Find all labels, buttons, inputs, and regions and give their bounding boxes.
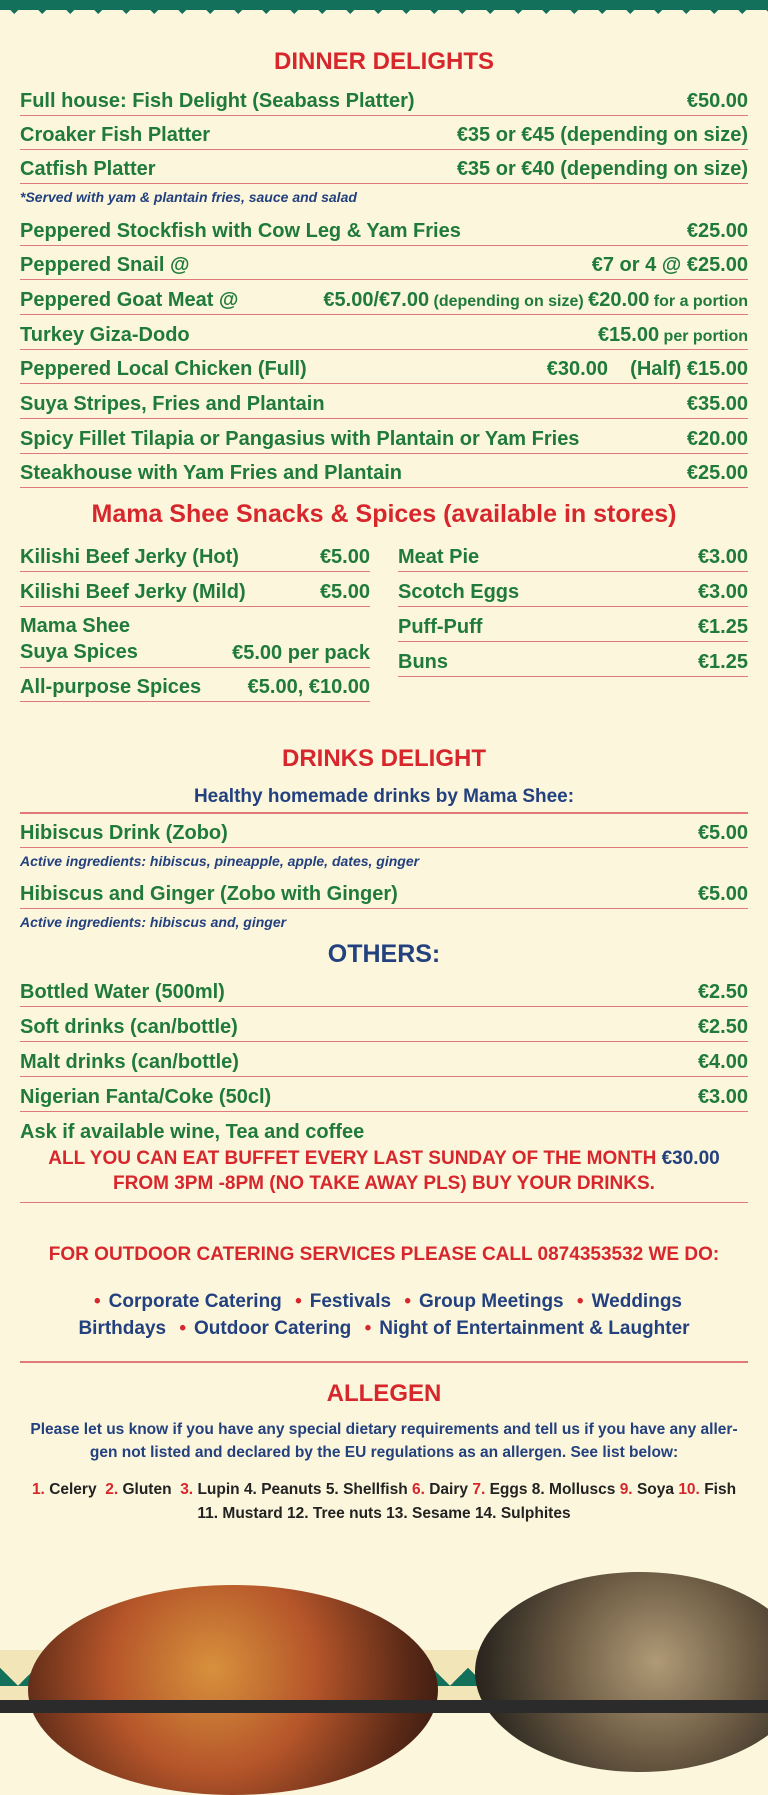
item-name: Puff-Puff xyxy=(398,616,483,638)
item-price: €15.00 per portion xyxy=(597,324,748,346)
bullet-icon: • xyxy=(404,1291,411,1312)
snacks-title: Mama Shee Snacks & Spices (available in stores) xyxy=(91,500,677,528)
allergen-item: 11. Mustard xyxy=(197,1505,283,1522)
item-price: €4.00 xyxy=(697,1051,748,1073)
drinks-title: DRINKS DELIGHT xyxy=(282,745,486,772)
menu-row xyxy=(20,612,370,668)
dinner-title: DINNER DELIGHTS xyxy=(273,48,494,75)
item-name: Spicy Fillet Tilapia or Pangasius with Plantain or Yam Fries xyxy=(20,428,580,450)
item-price: €25.00 xyxy=(686,462,748,484)
divider xyxy=(20,1361,748,1363)
services-row xyxy=(20,1315,748,1342)
item-name: Peppered Local Chicken (Full) xyxy=(20,358,307,380)
item-price: €35.00 xyxy=(686,393,748,415)
item-name: Bottled Water (500ml) xyxy=(20,981,225,1003)
menu-row xyxy=(20,575,370,607)
buffet-price: €30.00 xyxy=(661,1148,720,1169)
allergen-item: 5. Shellfish xyxy=(325,1481,408,1498)
allergen-item: 13. Sesame xyxy=(386,1505,471,1522)
item-name: Kilishi Beef Jerky (Hot) xyxy=(20,546,239,568)
item-name: Soft drinks (can/bottle) xyxy=(20,1016,238,1038)
ingredients-note: Active ingredients: hibiscus, pineapple, apple, dates, ginger xyxy=(20,853,420,869)
catering-heading: FOR OUTDOOR CATERING SERVICES PLEASE CALL 0874353532 WE DO: xyxy=(48,1244,720,1265)
others-title: OTHERS: xyxy=(327,940,441,968)
item-name: Peppered Stockfish with Cow Leg & Yam Fries xyxy=(20,220,461,242)
item-price: €1.25 xyxy=(697,651,748,673)
item-name: Kilishi Beef Jerky (Mild) xyxy=(20,581,246,603)
allergen-item: 8. Molluscs xyxy=(531,1481,616,1498)
item-name: Meat Pie xyxy=(398,546,480,568)
bottom-dark-band xyxy=(0,1700,768,1713)
item-name: Hibiscus and Ginger (Zobo with Ginger) xyxy=(20,883,398,905)
item-price: €3.00 xyxy=(697,581,748,603)
menu-row xyxy=(20,84,748,116)
service-item: Outdoor Catering xyxy=(194,1318,352,1339)
top-zigzag-border xyxy=(0,0,768,34)
allergen-item: 12. Tree nuts xyxy=(287,1505,382,1522)
allergen-item: 10. Fish xyxy=(678,1481,737,1498)
menu-row xyxy=(398,645,748,677)
allergen-item: 3. Lupin xyxy=(180,1481,240,1498)
buffet-line2: FROM 3PM -8PM (NO TAKE AWAY PLS) BUY YOUR DRINKS. xyxy=(113,1173,655,1194)
item-name: Hibiscus Drink (Zobo) xyxy=(20,822,228,844)
menu-row xyxy=(20,152,748,184)
bullet-icon: • xyxy=(364,1318,372,1339)
item-price: €30.00 (Half) €15.00 xyxy=(546,358,748,380)
item-name: All-purpose Spices xyxy=(20,676,202,698)
bullet-icon: • xyxy=(576,1291,584,1312)
allergen-item: 7. Eggs xyxy=(472,1481,528,1498)
service-item: Weddings xyxy=(591,1291,682,1312)
service-item: Corporate Catering xyxy=(108,1291,282,1312)
allergen-title: ALLEGEN xyxy=(326,1380,442,1407)
menu-row xyxy=(20,387,748,419)
item-name: Buns xyxy=(398,651,448,673)
drinks-subtitle: Healthy homemade drinks by Mama Shee: xyxy=(193,786,575,807)
allergen-item: 2. Gluten xyxy=(105,1481,172,1498)
item-price: €5.00 xyxy=(697,883,748,905)
item-price: €3.00 xyxy=(697,1086,748,1108)
item-name: Peppered Snail @ xyxy=(20,254,190,276)
menu-row xyxy=(20,877,748,909)
menu-row xyxy=(20,1114,748,1146)
menu-row xyxy=(20,816,748,848)
service-item: Group Meetings xyxy=(419,1291,564,1312)
item-name: Full house: Fish Delight (Seabass Platter) xyxy=(20,90,415,112)
allergen-item: 6. Dairy xyxy=(411,1481,469,1498)
item-name: Nigerian Fanta/Coke (50cl) xyxy=(20,1086,272,1108)
item-name: Scotch Eggs xyxy=(398,581,520,603)
item-name: Peppered Goat Meat @ xyxy=(20,289,239,311)
service-item: Festivals xyxy=(309,1291,392,1312)
item-name: Malt drinks (can/bottle) xyxy=(20,1051,239,1073)
item-price: €5.00/€7.00 (depending on size) €20.00 for a portion xyxy=(323,289,748,311)
item-name: Catfish Platter xyxy=(20,158,156,180)
bullet-icon: • xyxy=(179,1318,187,1339)
divider xyxy=(20,812,748,814)
bullet-icon: • xyxy=(94,1291,101,1312)
allergen-item: 1. Celery xyxy=(31,1481,97,1498)
menu-row xyxy=(398,540,748,572)
item-price: €50.00 xyxy=(686,90,748,112)
item-price: €35 or €45 (depending on size) xyxy=(456,124,748,146)
service-item: Night of Entertainment & Laughter xyxy=(379,1318,690,1339)
item-price: €5.00 xyxy=(697,822,748,844)
menu-row xyxy=(20,318,748,350)
menu-row xyxy=(398,575,748,607)
menu-row xyxy=(20,1010,748,1042)
menu-row xyxy=(20,248,748,280)
allergen-description: Please let us know if you have any special dietary requirements and tell us if you have any aller-gen not listed and declared by the EU regulations as an allergen. See list below: xyxy=(30,1421,738,1461)
menu-row xyxy=(20,1045,748,1077)
menu-row xyxy=(20,670,370,702)
menu-row xyxy=(20,283,748,315)
item-name: Ask if available wine, Tea and coffee xyxy=(20,1121,365,1143)
menu-row xyxy=(20,540,370,572)
item-price: €2.50 xyxy=(697,981,748,1003)
served-with-note: *Served with yam & plantain fries, sauce and salad xyxy=(20,189,357,205)
item-price: €35 or €40 (depending on size) xyxy=(456,158,748,180)
allergen-item: 4. Peanuts xyxy=(243,1481,322,1498)
item-price: €20.00 xyxy=(686,428,748,450)
allergen-item: 9. Soya xyxy=(619,1481,674,1498)
food-photo-left xyxy=(28,1585,438,1795)
item-name: Croaker Fish Platter xyxy=(20,124,211,146)
item-price: €3.00 xyxy=(697,546,748,568)
menu-row xyxy=(20,214,748,246)
item-price: €25.00 xyxy=(686,220,748,242)
service-item: Birthdays xyxy=(78,1318,167,1339)
item-price: €5.00 per pack xyxy=(232,642,370,664)
item-name: Steakhouse with Yam Fries and Plantain xyxy=(20,462,402,484)
menu-row xyxy=(20,975,748,1007)
item-price: €2.50 xyxy=(697,1016,748,1038)
allergen-list xyxy=(20,1478,748,1526)
buffet-line1: ALL YOU CAN EAT BUFFET EVERY LAST SUNDAY OF THE MONTH xyxy=(48,1148,657,1169)
menu-row xyxy=(20,118,748,150)
menu-row xyxy=(20,1080,748,1112)
ingredients-note: Active ingredients: hibiscus and, ginger xyxy=(20,914,287,930)
catering-services xyxy=(20,1288,748,1342)
item-name: Turkey Giza-Dodo xyxy=(20,324,190,346)
item-name: Suya Stripes, Fries and Plantain xyxy=(20,393,325,415)
menu-row xyxy=(20,456,748,488)
menu-row xyxy=(398,610,748,642)
item-price: €5.00, €10.00 xyxy=(247,676,370,698)
allergen-item: 14. Sulphites xyxy=(474,1505,571,1522)
food-photo-right xyxy=(475,1572,768,1772)
item-price: €5.00 xyxy=(319,581,370,603)
services-row xyxy=(20,1288,748,1315)
menu-row xyxy=(20,352,748,384)
buffet-notice xyxy=(20,1146,748,1203)
menu-row xyxy=(20,422,748,454)
item-price: €1.25 xyxy=(697,616,748,638)
bullet-icon: • xyxy=(295,1291,302,1312)
item-name: Mama Shee Suya Spices xyxy=(20,615,138,663)
item-price: €7 or 4 @ €25.00 xyxy=(591,254,748,276)
item-price: €5.00 xyxy=(319,546,370,568)
